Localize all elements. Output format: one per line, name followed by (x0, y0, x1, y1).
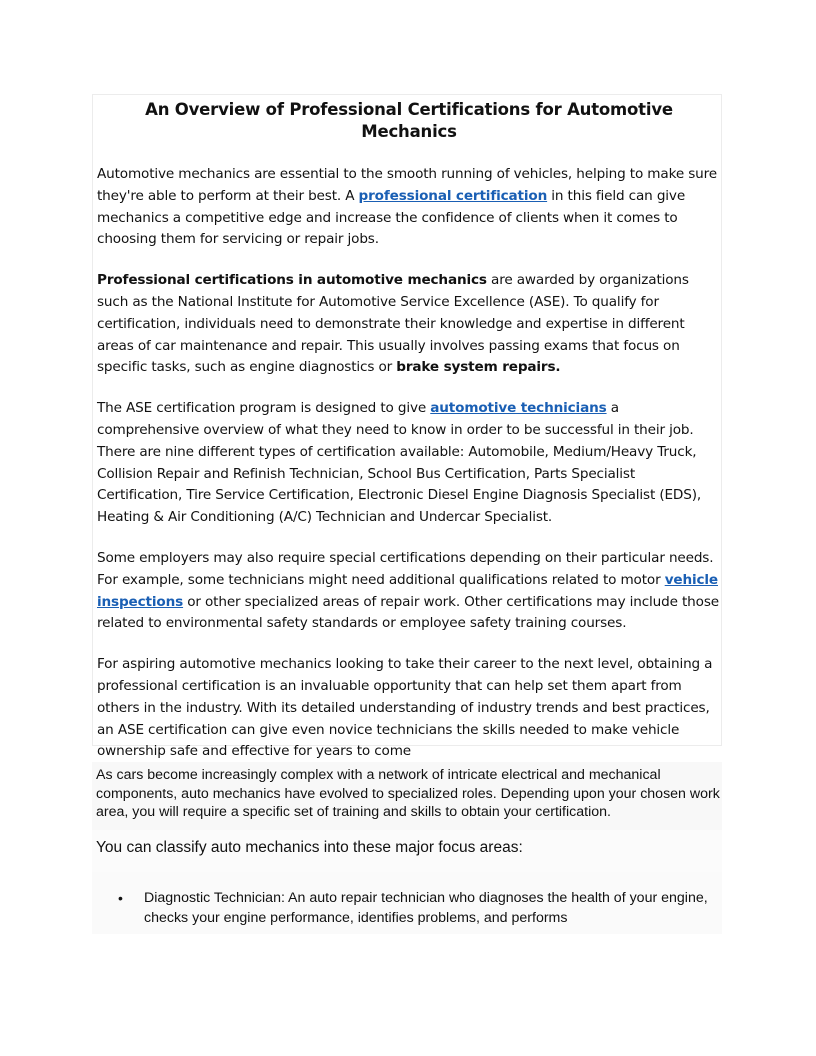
complexity-paragraph: As cars become increasingly complex with a network of intricate electrical and mechanical components, auto mechanics have evolved to specialized roles. Depending upon your chosen work area, you will require a specific set of training and skills to obtain your certification. (96, 767, 720, 820)
focus-areas-section (92, 762, 722, 934)
bullet-icon: • (118, 889, 123, 906)
aspiring-mechanics-paragraph: For aspiring automotive mechanics looking to take their career to the next level, obtaining a professional certification is an invaluable opportunity that can help set them apart from others in the industry. With its detailed understanding of industry trends and best practices, an ASE certification can give even novice technicians the skills needed to make vehicle ownership safe and effective for years to come (97, 656, 713, 760)
employers-text-start: Some employers may also require special certifications depending on their particular needs. For example, some technicians might need additional qualifications related to motor (97, 549, 714, 588)
intro-text-end: in this field can give mechanics a competitive edge and increase the confidence of clients when it comes to choosing them for servicing or repair jobs. (97, 187, 686, 248)
certifications-text: are awarded by organizations such as the National Institute for Automotive Service Excellence (ASE). To qualify for certification, individuals need to demonstrate their knowledge and expertise in different areas of car maintenance and repair. This usually involves passing exams that focus on specific tasks, such as engine diagnostics or (97, 272, 689, 376)
focus-areas-list (92, 872, 722, 934)
certifications-paragraph (97, 270, 721, 379)
list-item (92, 888, 722, 928)
intro-text-start: Automotive mechanics are essential to the smooth running of vehicles, helping to make sure they're able to perform at their best. A (97, 166, 717, 204)
article-title: An Overview of Professional Certifications for Automotive Mechanics (145, 100, 673, 141)
ase-program-paragraph (97, 398, 721, 529)
brake-repairs-bold: brake system repairs. (396, 359, 561, 376)
employers-paragraph (97, 548, 721, 635)
automotive-technicians-link[interactable]: automotive technicians (430, 400, 607, 417)
ase-text-start: The ASE certification program is designed to give (97, 400, 431, 417)
list-item-text: Diagnostic Technician: An auto repair technician who diagnoses the health of your engine, checks your engine performance, identifies problems, and performs (144, 889, 708, 926)
ase-text-end: a comprehensive overview of what they need to know in order to be successful in their job. There are nine different types of certification available: Automobile, Medium/Heavy Truck, Collision Repair and Refinish Technician, School Bus Certification, Parts Specialist Certification, Tire Service Certification, Electronic Diesel Engine Diagnosis Specialist (EDS), Heating & Air Conditioning (A/C) Technician and Undercar Specialist. (97, 400, 702, 526)
employers-text-end: or other specialized areas of repair work. Other certifications may include those related to environmental safety standards or employee safety training courses. (97, 593, 719, 632)
professional-certification-link[interactable]: professional certification (358, 187, 548, 204)
article-block (92, 94, 722, 760)
classification-intro: You can classify auto mechanics into these major focus areas: (92, 830, 722, 872)
intro-paragraph (97, 164, 721, 251)
certifications-bold-lead: Professional certifications in automotive mechanics (97, 272, 487, 289)
vehicle-inspections-link[interactable]: vehicle inspections (97, 571, 718, 610)
